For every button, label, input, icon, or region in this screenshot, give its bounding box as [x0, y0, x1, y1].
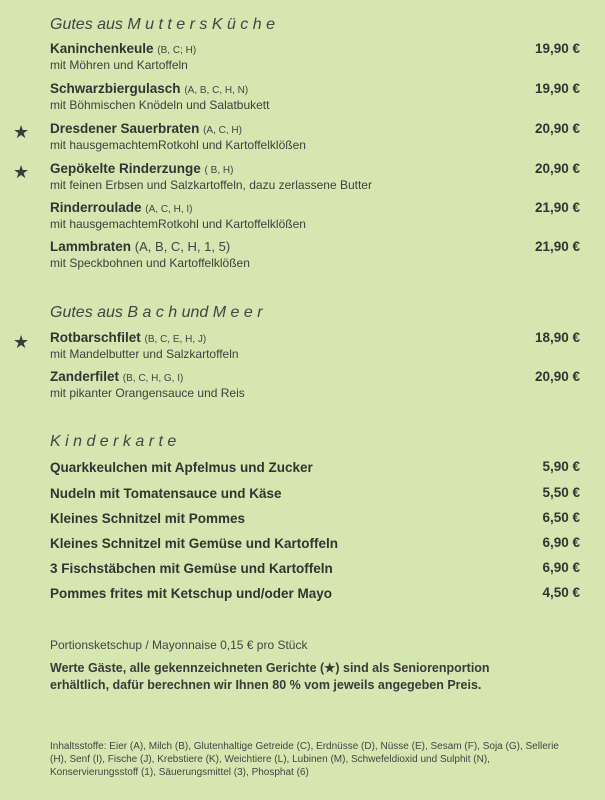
dish-price: 19,90 € — [534, 81, 580, 96]
senior-star-icon: ★ — [13, 162, 30, 182]
dish-name: Schwarzbiergulasch — [50, 81, 181, 96]
kids-item-name: Quarkkeulchen mit Apfelmus und Zucker — [50, 460, 313, 475]
kids-item-price: 4,50 € — [542, 585, 580, 600]
dish-description: mit pikanter Orangensauce und Reis — [50, 386, 245, 400]
dish-description: mit hausgemachtemRotkohl und Kartoffelklößen — [50, 138, 306, 152]
dish-price: 19,90 € — [534, 41, 580, 56]
kids-item-name: 3 Fischstäbchen mit Gemüse und Kartoffeln — [50, 561, 333, 576]
allergen-legend: Inhaltsstoffe: Eier (A), Milch (B), Glutenhaltige Getreide (C), Erdnüsse (D), Nüsse (E), Sesam (F), Soja (G), Sellerie (H), Senf (I), Fische (J), Krebstiere (K), Weichtiere (L), Lubinen (M), Schwefeldioxid und Sulphit (N), Konservierungsstoff (1), Säuerungsmittel (3), Phosphat (6) — [50, 741, 559, 778]
dish-description: mit feinen Erbsen und Salzkartoffeln, dazu zerlassene Butter — [50, 178, 372, 192]
dish-schwarzbiergulasch — [50, 81, 585, 112]
section-title-mutters-kueche: Gutes aus M u t t e r s K ü c h e — [50, 16, 275, 33]
dish-price: 21,90 € — [534, 239, 580, 254]
kids-item-price: 5,50 € — [542, 485, 580, 500]
dish-description: mit Mandelbutter und Salzkartoffeln — [50, 347, 239, 361]
dish-allergens: (A, B, C, H, N) — [184, 85, 249, 96]
dish-price: 18,90 € — [534, 330, 580, 345]
kids-item — [50, 485, 585, 503]
dish-description: mit Böhmischen Knödeln und Salatbukett — [50, 98, 270, 112]
section-title-kinderkarte: K i n d e r k a r t e — [50, 433, 177, 450]
dish-lammbraten — [50, 239, 585, 270]
kids-item — [50, 585, 585, 603]
dish-name: Gepökelte Rinderzunge — [50, 161, 201, 176]
kids-item-price: 6,90 € — [542, 560, 580, 575]
kids-item-price: 6,90 € — [542, 535, 580, 550]
dish-allergens: ( B, H) — [204, 165, 234, 176]
kids-item — [50, 459, 585, 477]
dish-rotbarschfilet — [50, 330, 585, 361]
dish-allergens: (B, C; H) — [157, 45, 197, 56]
kids-item-name: Kleines Schnitzel mit Pommes — [50, 511, 246, 526]
kids-item-price: 5,90 € — [542, 459, 580, 474]
kids-item-name: Nudeln mit Tomatensauce und Käse — [50, 486, 282, 501]
dish-price: 20,90 € — [534, 161, 580, 176]
dish-allergens: (A, C, H, I) — [145, 204, 193, 215]
kids-item-name: Pommes frites mit Ketschup und/oder Mayo — [50, 586, 333, 601]
kids-item — [50, 510, 585, 528]
kids-item-name: Kleines Schnitzel mit Gemüse und Kartoffeln — [50, 536, 339, 551]
dish-price: 20,90 € — [534, 121, 580, 136]
dish-allergens: (A, C, H) — [203, 125, 242, 136]
dish-allergens: (B, C, H, G, I) — [122, 373, 184, 384]
dish-description: mit hausgemachtemRotkohl und Kartoffelklößen — [50, 217, 306, 231]
dish-name: Kaninchenkeule — [50, 41, 154, 56]
dish-name: Zanderfilet — [50, 369, 120, 384]
dish-rinderroulade — [50, 200, 585, 231]
dish-price: 21,90 € — [534, 200, 580, 215]
dish-price: 20,90 € — [534, 369, 580, 384]
dish-allergens: (A, B, C, H, 1, 5) — [134, 239, 231, 254]
kids-item — [50, 560, 585, 578]
dish-description: mit Speckbohnen und Kartoffelklößen — [50, 256, 250, 270]
dish-name: Rinderroulade — [50, 200, 142, 215]
dish-zanderfilet — [50, 369, 585, 400]
dish-name: Dresdener Sauerbraten — [50, 121, 200, 136]
dish-gepoekelte-rinderzunge — [50, 161, 585, 192]
dish-dresdener-sauerbraten — [50, 121, 585, 152]
senior-portion-note: Werte Gäste, alle gekennzeichneten Gerichte (★) sind als Seniorenportion erhältlich, dafür berechnen wir Ihnen 80 % vom jeweils angegeben Preis. — [50, 661, 490, 692]
dish-allergens: (B, C, E, H, J) — [144, 334, 207, 345]
dish-description: mit Möhren und Kartoffeln — [50, 58, 188, 72]
kids-item — [50, 535, 585, 553]
kids-item-price: 6,50 € — [542, 510, 580, 525]
dish-kaninchenkeule — [50, 41, 585, 72]
dish-name: Rotbarschfilet — [50, 330, 141, 345]
senior-star-icon: ★ — [13, 332, 30, 352]
dish-name: Lammbraten — [50, 239, 132, 254]
senior-star-icon: ★ — [13, 122, 30, 142]
ketchup-note: Portionsketschup / Mayonnaise 0,15 € pro Stück — [50, 638, 308, 652]
section-title-bach-und-meer: Gutes aus B a c h und M e e r — [50, 304, 263, 321]
